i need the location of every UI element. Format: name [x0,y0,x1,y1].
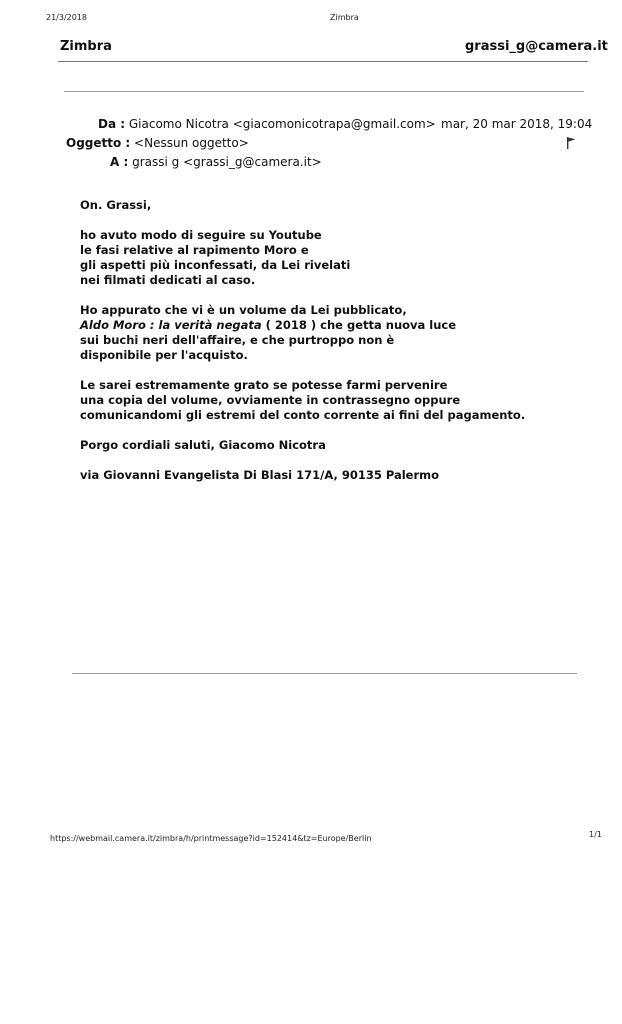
flag-icon[interactable] [566,137,576,149]
page-number: 1/1 [589,830,602,839]
body-line: sui buchi neri dell'affaire, e che purtroppo non è [80,333,395,347]
print-date: 21/3/2018 [46,13,88,22]
body-line: comunicandomi gli estremi del conto corrente ai fini del pagamento. [80,408,526,422]
body-line: disponibile per l'acquisto. [80,348,248,362]
body-line: gli aspetti più inconfessati, da Lei rivelati [80,258,351,272]
to-row [110,155,322,169]
subject-label: Oggetto : [66,136,131,150]
print-url: https://webmail.camera.it/zimbra/h/printmessage?id=152414&tz=Europe/Berlin [50,834,372,843]
closing: Porgo cordiali saluti, Giacomo Nicotra [80,438,326,452]
book-title-suffix: ( 2018 ) che getta nuova luce [261,318,457,332]
message-bottom-divider [72,673,577,674]
account-email: grassi_g@camera.it [465,39,608,54]
body-line-title [80,318,580,333]
address: via Giovanni Evangelista Di Blasi 171/A, 90135 Palermo [80,468,440,482]
header-divider [58,61,588,62]
from-label: Da : [98,117,126,131]
from-row [98,117,436,131]
message-top-divider [64,91,584,92]
body-line: Le sarei estremamente grato se potesse farmi pervenire [80,378,448,392]
brand-name: Zimbra [60,39,112,54]
paragraph-volume [80,303,580,363]
book-title: Aldo Moro : la verità negata [80,318,262,332]
subject-row [66,136,249,150]
body-line: una copia del volume, ovviamente in contrassegno oppure [80,393,461,407]
body-line: le fasi relative al rapimento Moro e [80,243,309,257]
body-line: Ho appurato che vi è un volume da Lei pubblicato, [80,303,407,317]
from-value: Giacomo Nicotra <giacomonicotrapa@gmail.com> [128,117,436,131]
message-body [80,198,580,498]
to-value: grassi g <grassi_g@camera.it> [132,155,322,169]
paragraph-youtube [80,228,580,288]
paragraph-request [80,378,580,423]
print-title: Zimbra [330,13,359,22]
body-line: ho avuto modo di seguire su Youtube [80,228,322,242]
body-line: nei filmati dedicati al caso. [80,273,256,287]
message-date: mar, 20 mar 2018, 19:04 [441,117,593,131]
subject-value: <Nessun oggetto> [134,136,249,150]
to-label: A : [110,155,129,169]
greeting: On. Grassi, [80,198,152,212]
